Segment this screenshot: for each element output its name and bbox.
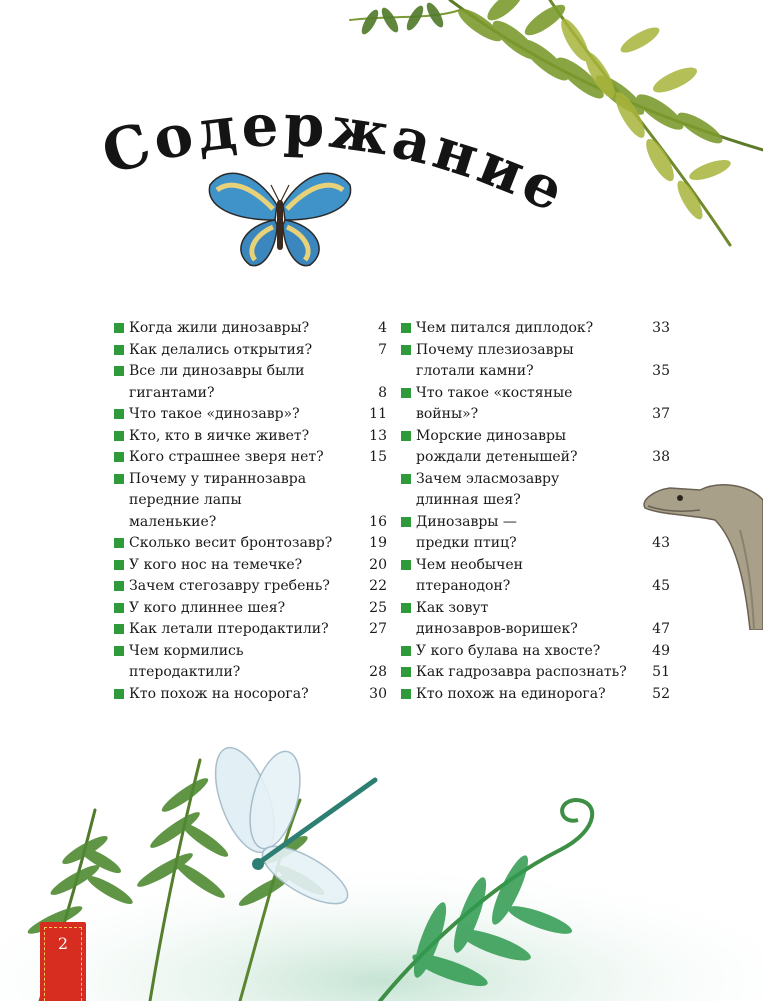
toc-item-title-line: Почему у тираннозавра bbox=[129, 470, 307, 487]
toc-item-page-number: 20 bbox=[369, 556, 387, 573]
toc-item-page-number: 49 bbox=[652, 642, 670, 659]
toc-item-page-number: 15 bbox=[369, 449, 387, 465]
toc-item-title bbox=[416, 512, 670, 555]
toc-item[interactable] bbox=[113, 598, 387, 620]
toc-item-page-number: 19 bbox=[369, 535, 387, 551]
green-square-bullet-icon bbox=[401, 560, 411, 570]
toc-item-page-number: 13 bbox=[369, 427, 387, 444]
toc-item[interactable] bbox=[113, 447, 387, 469]
toc-item-title bbox=[416, 469, 670, 512]
toc-item[interactable] bbox=[400, 512, 670, 555]
toc-item-title bbox=[416, 684, 670, 706]
toc-item-page-number: 4 bbox=[378, 320, 387, 336]
green-square-bullet-icon bbox=[114, 646, 124, 656]
toc-item-title-line: войны»? bbox=[416, 406, 479, 422]
toc-item[interactable] bbox=[400, 340, 670, 383]
toc-item-page-number: 33 bbox=[652, 320, 670, 336]
toc-item-title bbox=[129, 340, 387, 362]
green-square-bullet-icon bbox=[401, 603, 411, 613]
toc-item-title-line: длинная шея? bbox=[416, 492, 521, 508]
toc-item[interactable] bbox=[400, 662, 670, 684]
toc-column-left bbox=[113, 318, 387, 705]
toc-item-title bbox=[129, 619, 387, 641]
toc-item-title bbox=[129, 533, 387, 555]
green-square-bullet-icon bbox=[114, 689, 124, 699]
toc-item-title bbox=[416, 598, 670, 641]
green-square-bullet-icon bbox=[401, 431, 411, 441]
toc-item-page-number: 7 bbox=[378, 341, 387, 358]
toc-item-title bbox=[129, 469, 387, 534]
toc-item-title-line: Как делались открытия? bbox=[129, 341, 313, 358]
toc-item[interactable] bbox=[400, 641, 670, 663]
green-square-bullet-icon bbox=[401, 323, 411, 333]
toc-item-title bbox=[416, 426, 670, 469]
toc-item-page-number: 16 bbox=[369, 513, 387, 530]
toc-item-title-line: Кто похож на носорога? bbox=[129, 685, 309, 702]
toc-item[interactable] bbox=[113, 619, 387, 641]
toc-item-title-line: Зачем эласмозавру bbox=[416, 470, 560, 487]
toc-item-title-line: птеранодон? bbox=[416, 578, 511, 594]
green-square-bullet-icon bbox=[114, 452, 124, 462]
toc-column-right bbox=[400, 318, 670, 705]
fern-illustration-bottom bbox=[0, 740, 763, 1001]
toc-item-page-number: 52 bbox=[652, 685, 670, 702]
butterfly-illustration bbox=[205, 165, 355, 275]
toc-item-page-number: 25 bbox=[369, 599, 387, 616]
toc-item[interactable] bbox=[113, 576, 387, 598]
green-square-bullet-icon bbox=[401, 689, 411, 699]
toc-item[interactable] bbox=[400, 469, 670, 512]
toc-item[interactable] bbox=[400, 318, 670, 340]
toc-item-title bbox=[129, 555, 387, 577]
toc-item-title-line: Зачем стегозавру гребень? bbox=[129, 578, 330, 594]
page-title bbox=[0, 0, 763, 300]
toc-item-page-number: 43 bbox=[652, 535, 670, 551]
toc-item[interactable] bbox=[113, 426, 387, 448]
toc-item-title bbox=[129, 318, 387, 340]
green-square-bullet-icon bbox=[114, 560, 124, 570]
toc-item[interactable] bbox=[113, 641, 387, 684]
green-square-bullet-icon bbox=[114, 581, 124, 591]
toc-item-title bbox=[416, 318, 670, 340]
toc-item-title bbox=[416, 641, 670, 663]
toc-item-page-number: 28 bbox=[369, 664, 387, 680]
toc-item-title-line: гигантами? bbox=[129, 384, 215, 401]
toc-item-title-line: Что такое «динозавр»? bbox=[129, 406, 300, 422]
toc-item[interactable] bbox=[113, 361, 387, 404]
toc-item-page-number: 8 bbox=[378, 384, 387, 401]
toc-item-title-line: глотали камни? bbox=[416, 363, 534, 379]
toc-item-title-line: Кто, кто в яичке живет? bbox=[129, 427, 310, 444]
toc-item-title-line: динозавров-воришек? bbox=[416, 621, 578, 637]
toc-item-title-line: У кого нос на темечке? bbox=[129, 556, 303, 573]
toc-item-title-line: У кого булава на хвосте? bbox=[416, 642, 601, 659]
green-square-bullet-icon bbox=[401, 388, 411, 398]
toc-item-title-line: Кого страшнее зверя нет? bbox=[129, 449, 324, 465]
green-square-bullet-icon bbox=[114, 345, 124, 355]
toc-item[interactable] bbox=[113, 555, 387, 577]
page-title-text: Содержание bbox=[94, 90, 578, 227]
toc-item-title bbox=[416, 662, 670, 684]
green-square-bullet-icon bbox=[401, 517, 411, 527]
toc-item[interactable] bbox=[400, 383, 670, 426]
toc-item-title bbox=[129, 684, 387, 706]
page-number-tab bbox=[40, 922, 86, 1001]
toc-item-title bbox=[129, 447, 387, 469]
toc-item-title-line: рождали детенышей? bbox=[416, 449, 578, 465]
toc-item-title bbox=[416, 555, 670, 598]
toc-item-title-line: Динозавры — bbox=[416, 513, 517, 530]
green-square-bullet-icon bbox=[114, 474, 124, 484]
green-square-bullet-icon bbox=[401, 667, 411, 677]
green-square-bullet-icon bbox=[114, 624, 124, 634]
toc-item-title bbox=[129, 361, 387, 404]
green-square-bullet-icon bbox=[114, 431, 124, 441]
green-square-bullet-icon bbox=[401, 474, 411, 484]
toc-item-title-line: Сколько весит бронтозавр? bbox=[129, 535, 333, 551]
green-square-bullet-icon bbox=[114, 603, 124, 613]
toc-item-title bbox=[129, 641, 387, 684]
green-square-bullet-icon bbox=[114, 409, 124, 419]
toc-item[interactable] bbox=[113, 340, 387, 362]
toc-item-title bbox=[416, 383, 670, 426]
toc-item[interactable] bbox=[400, 684, 670, 706]
toc-item-page-number: 11 bbox=[369, 406, 387, 422]
toc-item-title-line: Как гадрозавра распознать? bbox=[416, 664, 627, 680]
toc-item[interactable] bbox=[113, 404, 387, 426]
toc-item-title bbox=[129, 598, 387, 620]
green-square-bullet-icon bbox=[114, 366, 124, 376]
toc-item-title-line: Как летали птеродактили? bbox=[129, 621, 329, 637]
toc-item-title-line: Что такое «костяные bbox=[416, 384, 573, 401]
toc-item-title-line: маленькие? bbox=[129, 513, 217, 530]
toc-item-title-line: Чем питался диплодок? bbox=[416, 320, 594, 336]
toc-item-title-line: Как зовут bbox=[416, 599, 489, 616]
toc-item-title-line: Когда жили динозавры? bbox=[129, 320, 310, 336]
toc-item-title-line: Чем кормились bbox=[129, 642, 244, 659]
green-square-bullet-icon bbox=[114, 538, 124, 548]
toc-item-title-line: Морские динозавры bbox=[416, 427, 567, 444]
toc-item[interactable] bbox=[400, 598, 670, 641]
green-square-bullet-icon bbox=[114, 323, 124, 333]
toc-item-page-number: 37 bbox=[652, 406, 670, 422]
toc-item-title-line: Почему плезиозавры bbox=[416, 341, 574, 358]
toc-item[interactable] bbox=[400, 555, 670, 598]
toc-item-title-line: птеродактили? bbox=[129, 664, 241, 680]
green-square-bullet-icon bbox=[401, 345, 411, 355]
toc-item-page-number: 45 bbox=[652, 578, 670, 594]
toc-item-page-number: 35 bbox=[652, 363, 670, 379]
toc-item-page-number: 51 bbox=[652, 664, 670, 680]
toc-item[interactable] bbox=[400, 426, 670, 469]
toc-item-page-number: 27 bbox=[369, 621, 387, 637]
toc-item-title-line: У кого длиннее шея? bbox=[129, 599, 286, 616]
toc-item-title-line: Все ли динозавры были bbox=[129, 363, 305, 379]
toc-item-page-number: 38 bbox=[652, 449, 670, 465]
toc-item-page-number: 47 bbox=[652, 621, 670, 637]
toc-item[interactable] bbox=[113, 469, 387, 534]
toc-item-title bbox=[416, 340, 670, 383]
toc-item-title bbox=[129, 576, 387, 598]
toc-item-title-line: Кто похож на единорога? bbox=[416, 685, 606, 702]
toc-item-page-number: 22 bbox=[369, 578, 387, 594]
green-square-bullet-icon bbox=[401, 646, 411, 656]
dinosaur-illustration bbox=[640, 470, 763, 630]
toc-item-page-number: 30 bbox=[369, 685, 387, 702]
toc-item[interactable] bbox=[113, 684, 387, 706]
toc-item-title-line: предки птиц? bbox=[416, 535, 517, 551]
toc-item-title bbox=[129, 404, 387, 426]
toc-item[interactable] bbox=[113, 318, 387, 340]
toc-item-title-line: передние лапы bbox=[129, 492, 242, 508]
toc-item-title-line: Чем необычен bbox=[416, 556, 523, 573]
toc-item[interactable] bbox=[113, 533, 387, 555]
page-number: 2 bbox=[57, 934, 69, 953]
toc-item-title bbox=[129, 426, 387, 448]
